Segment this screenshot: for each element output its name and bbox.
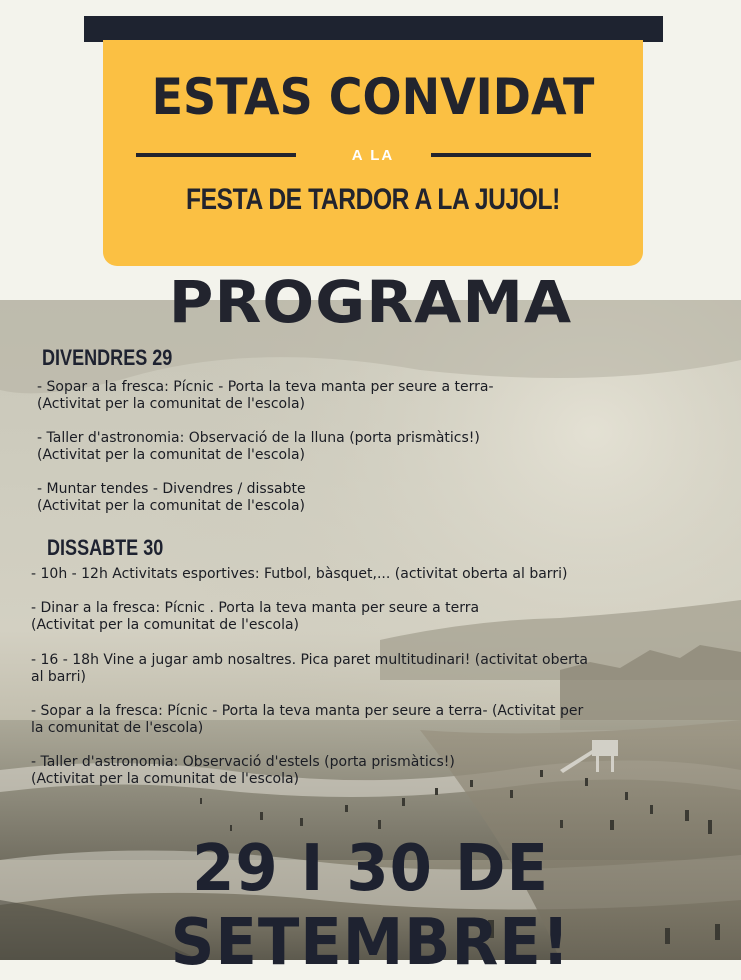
program-item [37, 379, 494, 413]
banner-subtitle: FESTA DE TARDOR A LA JUJOL! [186, 183, 560, 216]
banner-connector: A LA [351, 147, 395, 164]
item-line: la comunitat de l'escola) [31, 720, 204, 736]
item-line: - Sopar a la fresca: Pícnic - Porta la teva manta per seure a terra- (Activitat per [31, 703, 584, 719]
item-line: (Activitat per la comunitat de l'escola) [31, 771, 300, 787]
divider-right [431, 153, 591, 157]
item-line: (Activitat per la comunitat de l'escola) [31, 617, 300, 633]
program-item [31, 566, 567, 583]
item-line: al barri) [31, 669, 87, 685]
program-item [37, 430, 480, 464]
item-line: - Muntar tendes - Divendres / dissabte [37, 481, 306, 497]
event-date: 29 I 30 DE SETEMBRE! [170, 832, 571, 980]
program-item [31, 600, 479, 634]
program-item [31, 754, 455, 788]
item-line: (Activitat per la comunitat de l'escola) [37, 396, 306, 412]
day-heading-friday: DIVENDRES 29 [42, 345, 173, 370]
item-line: - 10h - 12h Activitats esportives: Futbol, bàsquet,... (activitat oberta al barri) [31, 566, 568, 582]
invitation-banner [103, 40, 643, 266]
program-item [31, 703, 583, 737]
day-heading-saturday: DISSABTE 30 [47, 535, 164, 560]
banner-title: ESTAS CONVIDAT [151, 68, 595, 126]
item-line: (Activitat per la comunitat de l'escola) [37, 498, 306, 514]
top-bar [84, 16, 663, 42]
item-line: - 16 - 18h Vine a jugar amb nosaltres. Pica paret multitudinari! (activitat oberta [31, 652, 588, 668]
programa-heading: PROGRAMA [168, 268, 573, 336]
item-line: - Sopar a la fresca: Pícnic - Porta la teva manta per seure a terra- [37, 379, 494, 395]
item-line: (Activitat per la comunitat de l'escola) [37, 447, 306, 463]
program-item [37, 481, 306, 515]
item-line: - Dinar a la fresca: Pícnic . Porta la teva manta per seure a terra [31, 600, 480, 616]
item-line: - Taller d'astronomia: Observació de la lluna (porta prismàtics!) [37, 430, 480, 446]
item-line: - Taller d'astronomia: Observació d'estels (porta prismàtics!) [31, 754, 455, 770]
program-item [31, 652, 588, 686]
